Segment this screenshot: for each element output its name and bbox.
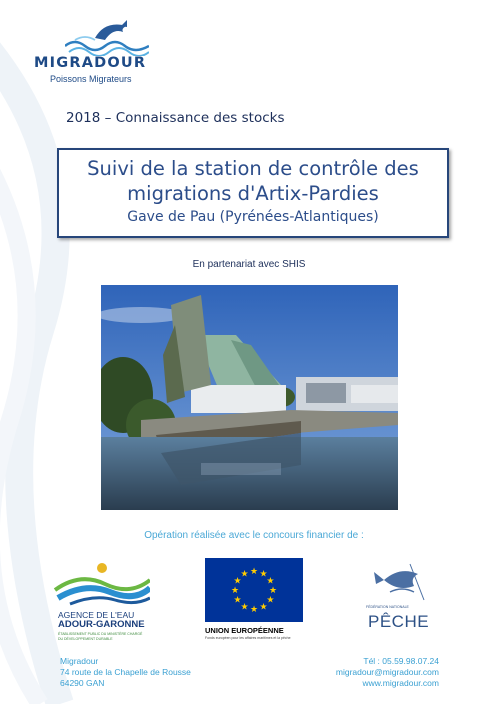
footer-contact [336,656,439,689]
eu-flag-icon [205,558,303,622]
eu-star-icon: ★ [259,569,268,580]
eu-star-icon: ★ [233,576,242,587]
fish-icon [362,562,442,604]
report-year-line: 2018 – Connaissance des stocks [66,110,285,126]
funding-line: Opération réalisée avec le concours financier de : [144,530,364,541]
agence-eau-logo [50,560,160,650]
partner-line: En partenariat avec SHIS [192,259,306,270]
eu-star-icon: ★ [230,586,240,596]
title-line-1: Suivi de la station de contrôle des [87,157,419,180]
footer-address [60,656,191,689]
title-line-2: migrations d'Artix-Pardies [127,182,379,205]
footer-phone: Tél : 05.59.98.07.24 [363,656,439,666]
eu-star-icon: ★ [268,586,278,596]
eu-star-icon: ★ [266,576,275,587]
eu-line-2: Fonds européen pour les affaires maritimes et la pêche [205,636,291,640]
agence-line-2: ADOUR-GARONNE [58,619,145,630]
peche-logo [362,562,442,640]
migradour-logo [30,18,160,88]
eu-star-icon: ★ [266,595,275,606]
logo-tagline: Poissons Migrateurs [50,74,132,84]
title-box [57,148,449,238]
peche-small-text: FÉDÉRATION NATIONALE [366,605,409,609]
agence-line-3: ÉTABLISSEMENT PUBLIC DU MINISTÈRE CHARGÉ DU DÉVELOPPEMENT DURABLE [58,632,143,641]
eu-star-icon: ★ [233,595,242,606]
footer-website[interactable]: www.migradour.com [362,678,439,688]
eu-logo [205,558,303,646]
footer-org: Migradour [60,656,99,666]
eu-star-icon: ★ [240,602,249,613]
eu-star-icon: ★ [249,605,259,615]
eu-star-icon: ★ [249,567,259,577]
footer-email[interactable]: migradour@migradour.com [335,667,439,677]
peche-big-text: PÊCHE [368,612,430,631]
dolphin-waves-icon [65,18,149,56]
eu-line-1: UNION EUROPÉENNE [205,626,284,635]
water-agency-icon [50,560,150,608]
agence-line-1: AGENCE DE L'EAU [58,610,135,620]
footer-city: 64290 GAN [60,678,105,688]
footer-street: 74 route de la Chapelle de Rousse [60,667,191,677]
eu-star-icon: ★ [240,569,249,580]
logo-name: MIGRADOUR [34,55,147,71]
eu-star-icon: ★ [259,602,268,613]
fish-pass-station-photo [101,285,398,510]
title-subtitle: Gave de Pau (Pyrénées-Atlantiques) [127,209,379,225]
